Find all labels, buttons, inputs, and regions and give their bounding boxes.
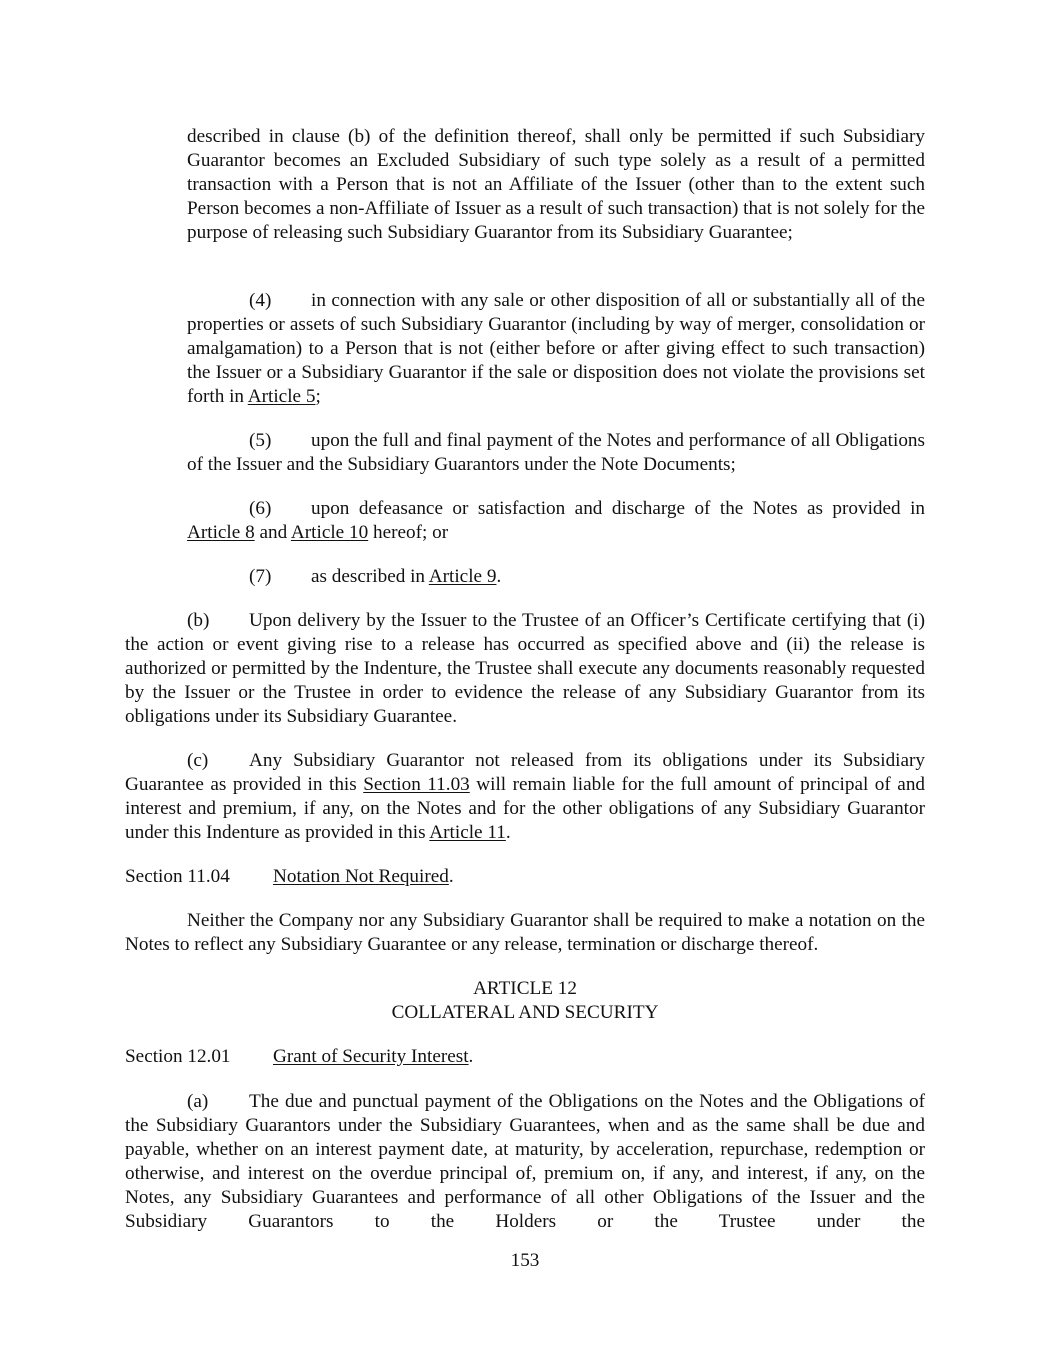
notation-paragraph bbox=[125, 909, 925, 957]
article-8-link[interactable]: Article 8 bbox=[187, 522, 255, 543]
paragraph-mid: will remain liable for the full amount of principal of and interest and premium, if any, on the Notes and for the other obligations of any Subsidiary Guarantor under this Indenture as provided in this bbox=[125, 774, 926, 843]
paragraph-a bbox=[125, 1090, 925, 1234]
article-number: ARTICLE 12 bbox=[473, 978, 577, 999]
paragraph-b bbox=[125, 609, 925, 729]
item-text: upon defeasance or satisfaction and discharge of the Notes as provided in bbox=[311, 498, 925, 519]
section-number: Section 12.01 bbox=[125, 1046, 231, 1067]
paragraph-label: (c) bbox=[187, 750, 209, 771]
clause-item-4 bbox=[187, 289, 925, 409]
paragraph-c bbox=[125, 749, 925, 845]
paragraph-tail: . bbox=[505, 822, 511, 843]
page-number: 153 bbox=[510, 1250, 540, 1271]
paragraph-label: (a) bbox=[187, 1091, 209, 1112]
article-11-link[interactable]: Article 11 bbox=[429, 822, 506, 843]
item-tail: hereof; or bbox=[368, 522, 449, 543]
item-text: in connection with any sale or other disposition of all or substantially all of the properties or assets of such Subsidiary Guarantor (including by way of merger, consolidation or amalgamation) to a Person that is not (either before or after giving effect to such transaction) the Issuer or a Subsidiary Guarantor if the sale or disposition does not violate the provisions set forth in bbox=[187, 290, 925, 407]
section-title-tail: . bbox=[468, 1046, 474, 1067]
item-mid: and bbox=[254, 522, 291, 543]
continuation-paragraph bbox=[187, 125, 925, 245]
section-title-tail: . bbox=[448, 866, 454, 887]
paragraph-text: Any Subsidiary Guarantor not released from its obligations under its Subsidiary Guarantee as provided in this bbox=[125, 750, 925, 795]
section-11-04-heading bbox=[125, 865, 925, 889]
section-title: Notation Not Required bbox=[273, 866, 449, 887]
item-label: (6) bbox=[249, 498, 272, 519]
clause-item-6 bbox=[187, 497, 925, 545]
continuation-text: described in clause (b) of the definition thereof, shall only be permitted if such Subsidiary Guarantor becomes an Excluded Subsidiary of such type solely as a result of a permitted transaction with a Person that is not an Affiliate of the Issuer (other than to the extent such Person becomes a non-Affiliate of Issuer as a result of such transaction) that is not solely for the purpose of releasing such Subsidiary Guarantor from its Subsidiary Guarantee; bbox=[187, 126, 925, 243]
article-title: COLLATERAL AND SECURITY bbox=[391, 1002, 659, 1023]
section-title: Grant of Security Interest bbox=[273, 1046, 469, 1067]
paragraph-label: (b) bbox=[187, 610, 210, 631]
paragraph-text: Upon delivery by the Issuer to the Trustee of an Officer’s Certificate certifying that (i) the action or event giving rise to a release has occurred as specified above and (ii) the release is authorized or permitted by the Indenture, the Trustee shall execute any documents reasonably requested by the Issuer or the Trustee in order to evidence the release of any Subsidiary Guarantor from its obligations under its Subsidiary Guarantee. bbox=[125, 610, 925, 727]
article-5-link[interactable]: Article 5 bbox=[247, 386, 316, 407]
section-11-03-link[interactable]: Section 11.03 bbox=[363, 774, 470, 795]
article-10-link[interactable]: Article 10 bbox=[290, 522, 369, 543]
notation-text: Neither the Company nor any Subsidiary Guarantor shall be required to make a notation on the Notes to reflect any Subsidiary Guarantee or any release, termination or discharge thereof. bbox=[125, 910, 925, 955]
item-text: upon the full and final payment of the Notes and performance of all Obligations of the Issuer and the Subsidiary Guarantors under the Note Documents; bbox=[187, 430, 925, 475]
clause-item-7 bbox=[187, 565, 925, 589]
section-number: Section 11.04 bbox=[125, 866, 230, 887]
item-label: (5) bbox=[249, 430, 272, 451]
item-tail: ; bbox=[315, 386, 321, 407]
item-label: (4) bbox=[249, 290, 272, 311]
article-9-link[interactable]: Article 9 bbox=[428, 566, 497, 587]
item-text: as described in bbox=[311, 566, 429, 587]
section-12-01-heading bbox=[125, 1045, 925, 1069]
item-label: (7) bbox=[249, 566, 272, 587]
item-tail: . bbox=[496, 566, 502, 587]
paragraph-text: The due and punctual payment of the Obligations on the Notes and the Obligations of the Subsidiary Guarantors under the Subsidiary Guarantees, when and as the same shall be due and payable, whether on an interest payment date, at maturity, by acceleration, repurchase, redemption or otherwise, and interest on the overdue principal of, premium on, if any, and interest, if any, on the Notes, any Subsidiary Guarantees and performance of all other Obligations of the Issuer and the Subsidiary Guarantors to the Holders or the Trustee under the bbox=[125, 1091, 925, 1232]
clause-item-5 bbox=[187, 429, 925, 477]
